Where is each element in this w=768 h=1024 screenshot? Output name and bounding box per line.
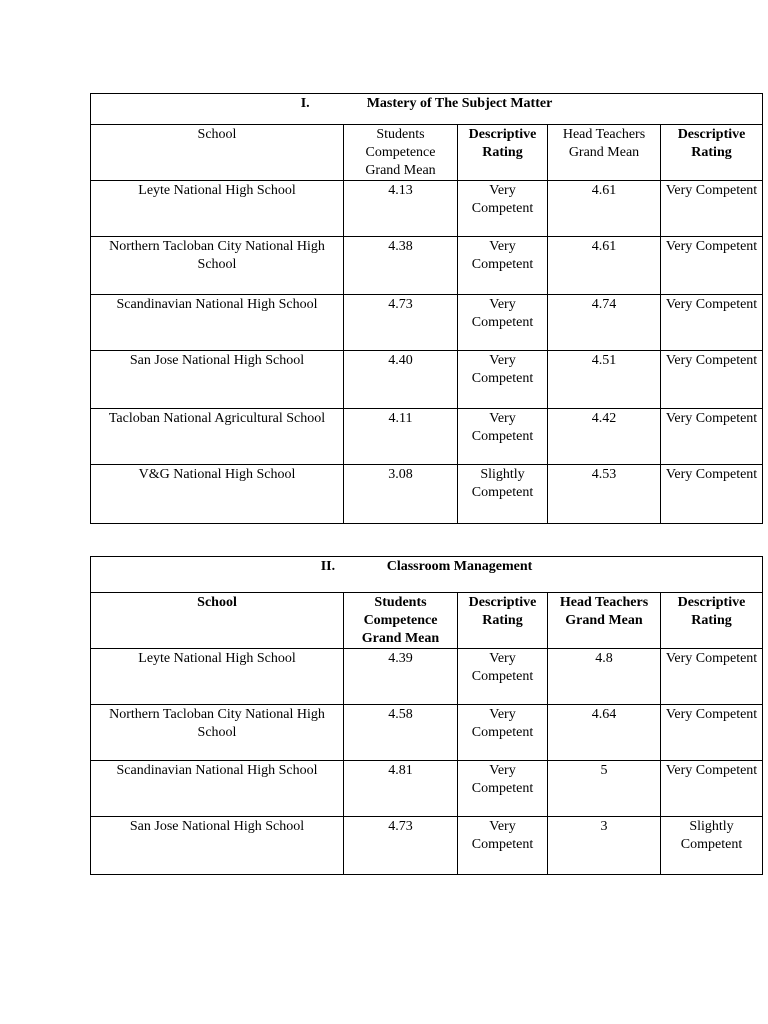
header-row	[91, 593, 763, 649]
students-mean-cell: 4.38	[344, 237, 458, 295]
table-row	[91, 295, 763, 351]
students-rating-cell: Very Competent	[458, 817, 548, 875]
students-rating-cell: Very Competent	[458, 409, 548, 465]
header-students-grand-mean: Students Competence Grand Mean	[344, 593, 458, 649]
teachers-rating-cell: Very Competent	[661, 409, 763, 465]
header-row	[91, 125, 763, 181]
students-rating-cell: Very Competent	[458, 351, 548, 409]
students-mean-cell: 4.58	[344, 705, 458, 761]
teachers-mean-cell: 4.8	[548, 649, 661, 705]
students-mean-cell: 4.39	[344, 649, 458, 705]
teachers-rating-cell: Very Competent	[661, 237, 763, 295]
section-title: Mastery of The Subject Matter	[366, 96, 553, 111]
students-rating-cell: Slightly Competent	[458, 465, 548, 524]
section-number: II.	[320, 559, 336, 574]
teachers-rating-cell: Very Competent	[661, 705, 763, 761]
teachers-rating-cell: Very Competent	[661, 649, 763, 705]
students-mean-cell: 4.11	[344, 409, 458, 465]
teachers-rating-cell: Very Competent	[661, 295, 763, 351]
table-title-row	[91, 557, 763, 593]
classroom-management-table	[90, 556, 763, 875]
teachers-rating-cell: Very Competent	[661, 351, 763, 409]
teachers-mean-cell: 4.51	[548, 351, 661, 409]
teachers-mean-cell: 4.61	[548, 237, 661, 295]
table-row	[91, 237, 763, 295]
table-row	[91, 181, 763, 237]
school-cell: Leyte National High School	[91, 649, 344, 705]
header-descriptive-rating: Descriptive Rating	[661, 125, 763, 181]
school-cell: Northern Tacloban City National High School	[91, 705, 344, 761]
students-rating-cell: Very Competent	[458, 761, 548, 817]
teachers-mean-cell: 4.64	[548, 705, 661, 761]
header-head-teachers-grand-mean: Head Teachers Grand Mean	[548, 593, 661, 649]
section-number: I.	[300, 96, 310, 111]
header-students-grand-mean: Students Competence Grand Mean	[344, 125, 458, 181]
school-cell: San Jose National High School	[91, 817, 344, 875]
school-cell: Leyte National High School	[91, 181, 344, 237]
students-mean-cell: 4.73	[344, 295, 458, 351]
table-title	[91, 94, 763, 125]
students-rating-cell: Very Competent	[458, 705, 548, 761]
header-descriptive-rating: Descriptive Rating	[661, 593, 763, 649]
school-cell: Scandinavian National High School	[91, 295, 344, 351]
header-school: School	[91, 593, 344, 649]
header-descriptive-rating: Descriptive Rating	[458, 125, 548, 181]
teachers-rating-cell: Very Competent	[661, 181, 763, 237]
students-rating-cell: Very Competent	[458, 295, 548, 351]
teachers-rating-cell: Slightly Competent	[661, 817, 763, 875]
students-mean-cell: 4.40	[344, 351, 458, 409]
teachers-rating-cell: Very Competent	[661, 761, 763, 817]
teachers-mean-cell: 4.74	[548, 295, 661, 351]
table-row	[91, 409, 763, 465]
school-cell: Scandinavian National High School	[91, 761, 344, 817]
students-mean-cell: 4.81	[344, 761, 458, 817]
table-row	[91, 761, 763, 817]
table-title	[91, 557, 763, 593]
table-row	[91, 351, 763, 409]
section-title: Classroom Management	[386, 559, 533, 574]
students-rating-cell: Very Competent	[458, 181, 548, 237]
teachers-rating-cell: Very Competent	[661, 465, 763, 524]
students-mean-cell: 3.08	[344, 465, 458, 524]
table-title-row	[91, 94, 763, 125]
table-row	[91, 649, 763, 705]
teachers-mean-cell: 3	[548, 817, 661, 875]
students-rating-cell: Very Competent	[458, 237, 548, 295]
students-mean-cell: 4.13	[344, 181, 458, 237]
school-cell: San Jose National High School	[91, 351, 344, 409]
students-mean-cell: 4.73	[344, 817, 458, 875]
school-cell: Northern Tacloban City National High School	[91, 237, 344, 295]
teachers-mean-cell: 4.42	[548, 409, 661, 465]
table-row	[91, 465, 763, 524]
table-row	[91, 817, 763, 875]
mastery-subject-matter-table	[90, 93, 763, 524]
teachers-mean-cell: 4.61	[548, 181, 661, 237]
header-descriptive-rating: Descriptive Rating	[458, 593, 548, 649]
table-row	[91, 705, 763, 761]
header-head-teachers-grand-mean: Head Teachers Grand Mean	[548, 125, 661, 181]
school-cell: V&G National High School	[91, 465, 344, 524]
students-rating-cell: Very Competent	[458, 649, 548, 705]
teachers-mean-cell: 4.53	[548, 465, 661, 524]
header-school: School	[91, 125, 344, 181]
teachers-mean-cell: 5	[548, 761, 661, 817]
school-cell: Tacloban National Agricultural School	[91, 409, 344, 465]
